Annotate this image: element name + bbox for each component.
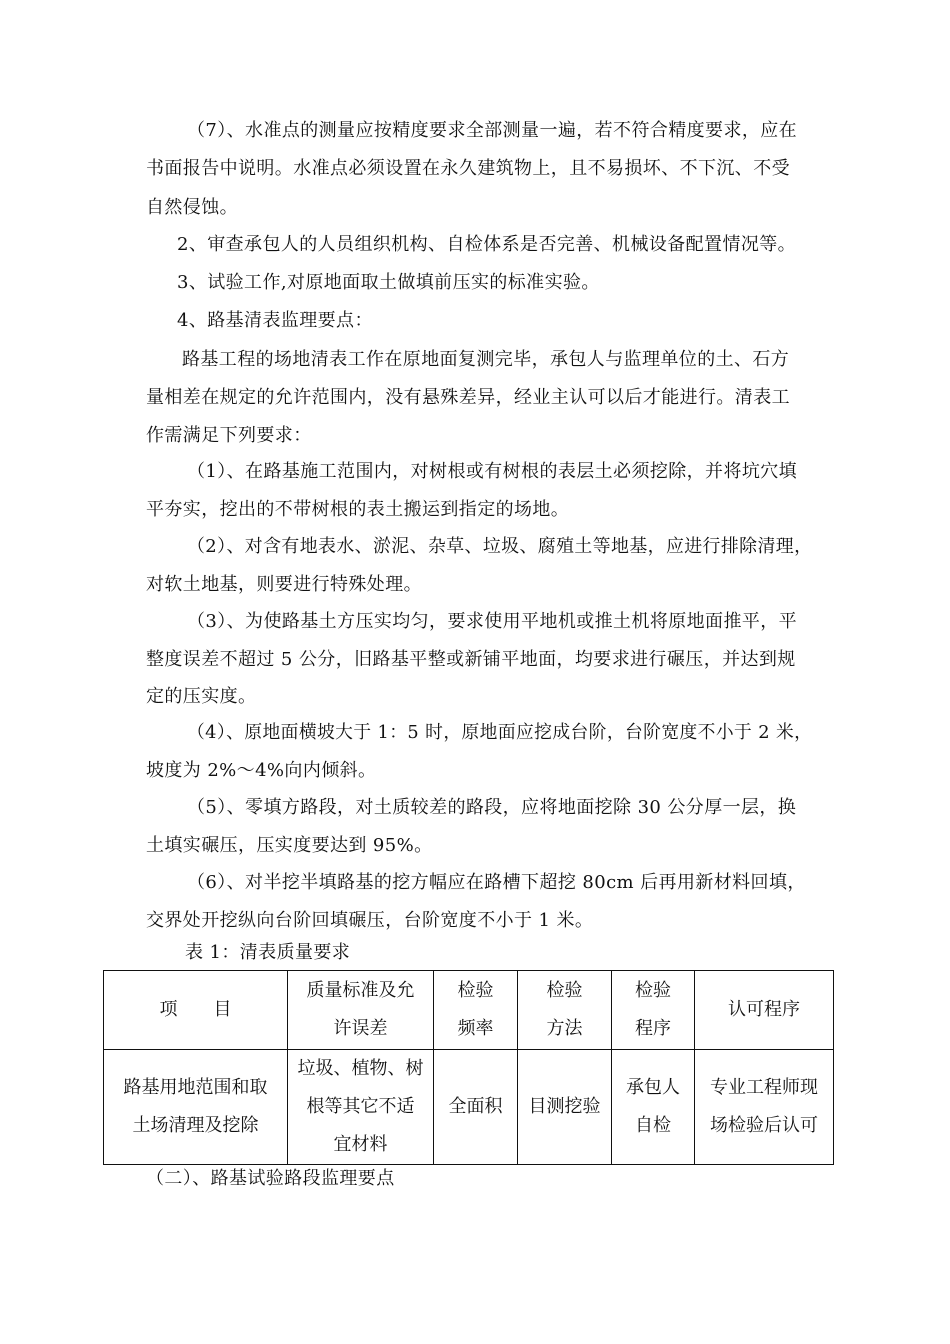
req-2-line-2: 对软土地基，则要进行特殊处理。 (146, 574, 422, 595)
item-2-text: 2、审查承包人的人员组织机构、自检体系是否完善、机械设备配置情况等。 (177, 234, 797, 255)
section-heading: （二）、路基试验路段监理要点 (146, 1168, 395, 1189)
header-quality-standard: 质量标准及允 许误差 (288, 971, 434, 1050)
table-caption: 表 1：清表质量要求 (185, 942, 351, 963)
intro-line-1: 路基工程的场地清表工作在原地面复测完毕，承包人与监理单位的土、石方 (182, 349, 790, 370)
header-item: 项 目 (104, 971, 288, 1050)
req-6-line-1: （6）、对半挖半填路基的挖方幅应在路槽下超挖 80cm 后再用新材料回填， (187, 872, 806, 893)
req-2-line-1: （2）、对含有地表水、淤泥、杂草、垃圾、腐殖土等地基，应进行排除清理， (187, 536, 813, 557)
para-7-line-3: 自然侵蚀。 (146, 197, 238, 218)
intro-line-2: 量相差在规定的允许范围内，没有悬殊差异，经业主认可以后才能进行。清表工 (146, 387, 790, 408)
req-3-line-2: 整度误差不超过 5 公分，旧路基平整或新铺平地面，均要求进行碾压，并达到规 (146, 649, 796, 670)
cell-method: 目测挖验 (518, 1050, 612, 1165)
header-inspection-method: 检验 方法 (518, 971, 612, 1050)
req-1-line-2: 平夯实，挖出的不带树根的表土搬运到指定的场地。 (146, 499, 570, 520)
header-inspection-frequency: 检验 频率 (434, 971, 518, 1050)
req-3-line-3: 定的压实度。 (146, 686, 257, 707)
req-4-line-2: 坡度为 2%～4%向内倾斜。 (146, 760, 377, 781)
header-approval-procedure: 认可程序 (695, 971, 834, 1050)
quality-requirements-table (103, 970, 834, 1165)
req-3-line-1: （3）、为使路基土方压实均匀，要求使用平地机或推土机将原地面推平，平 (187, 611, 798, 632)
cell-procedure: 承包人 自检 (612, 1050, 695, 1165)
intro-line-3: 作需满足下列要求： (146, 425, 312, 446)
header-inspection-procedure: 检验 程序 (612, 971, 695, 1050)
table-header-row (104, 971, 834, 1050)
para-7-line-2: 书面报告中说明。水准点必须设置在永久建筑物上，且不易损坏、不下沉、不受 (146, 158, 790, 179)
item-3-text: 3、试验工作,对原地面取土做填前压实的标准实验。 (177, 272, 600, 293)
req-4-line-1: （4）、原地面横坡大于 1：5 时，原地面应挖成台阶，台阶宽度不小于 2 米， (187, 722, 813, 743)
item-4-heading: 4、路基清表监理要点： (177, 310, 373, 331)
cell-item: 路基用地范围和取 土场清理及挖除 (104, 1050, 288, 1165)
req-5-line-1: （5）、零填方路段，对土质较差的路段，应将地面挖除 30 公分厚一层，换 (187, 797, 797, 818)
req-1-line-1: （1）、在路基施工范围内，对树根或有树根的表层土必须挖除，并将坑穴填 (187, 461, 798, 482)
table-row (104, 1050, 834, 1165)
cell-frequency: 全面积 (434, 1050, 518, 1165)
para-7-line-1: （7）、水准点的测量应按精度要求全部测量一遍，若不符合精度要求，应在 (187, 120, 798, 141)
req-5-line-2: 土填实碾压，压实度要达到 95%。 (146, 835, 433, 856)
req-6-line-2: 交界处开挖纵向台阶回填碾压，台阶宽度不小于 1 米。 (146, 910, 594, 931)
cell-approval: 专业工程师现 场检验后认可 (695, 1050, 834, 1165)
cell-quality-standard: 垃圾、植物、树 根等其它不适 宜材料 (288, 1050, 434, 1165)
